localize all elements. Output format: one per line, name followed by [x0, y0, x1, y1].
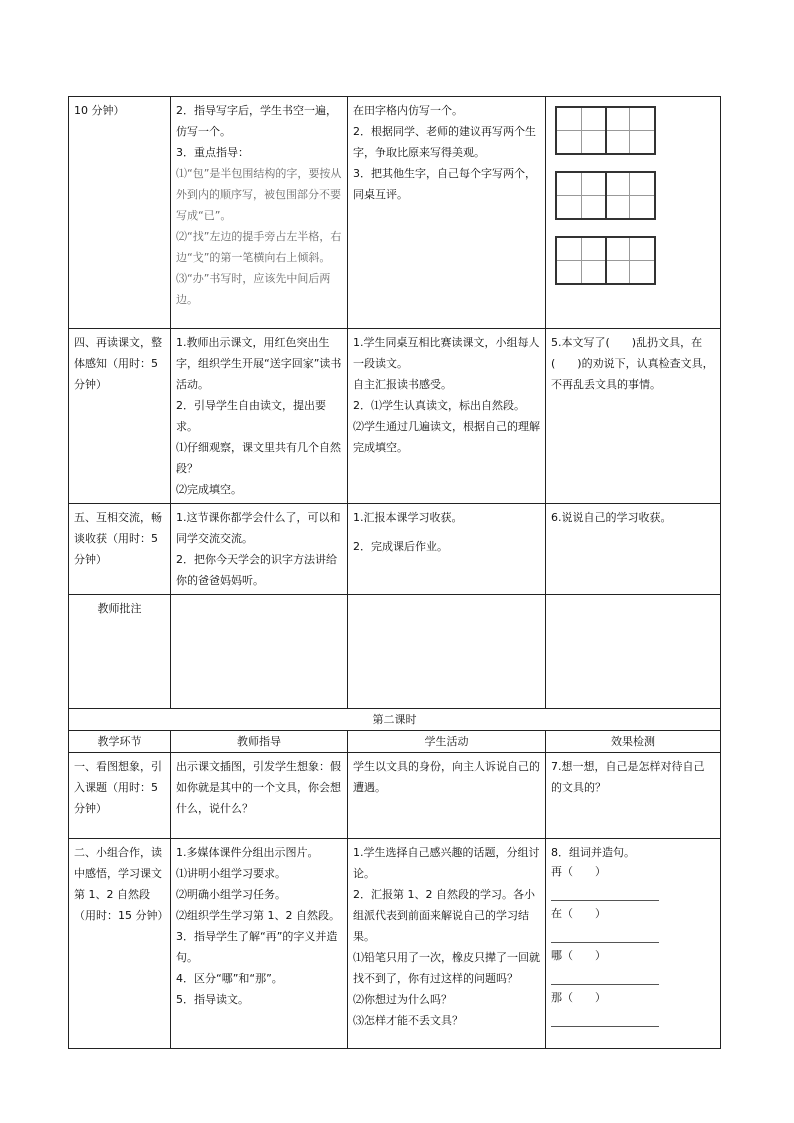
guide-line: 1.教师出示课文，用红色突出生字，组织学生开展“送字回家”读书活动。: [176, 336, 342, 391]
activity-line: 1.学生选择自己感兴趣的话题，分组讨论。: [353, 846, 540, 880]
guide-note: ⑴“包”是半包围结构的字，要按从外到内的顺序写，被包围部分不要写成“已”。: [176, 167, 342, 222]
stage-cell: [69, 839, 171, 1049]
stage-cell: [69, 329, 171, 504]
header-label: 学生活动: [424, 735, 469, 748]
tianzige-grid[interactable]: [555, 106, 656, 155]
student-activity-cell: [348, 753, 546, 839]
guide-line: 2．指导写字后，学生书空一遍，仿写一个。: [176, 104, 337, 138]
table-row: [69, 595, 721, 709]
stage-cell: [69, 504, 171, 595]
teacher-notes-cell[interactable]: [546, 595, 721, 709]
stage-label: 四、再读课文，整体感知（用时：5 分钟）: [74, 336, 162, 391]
activity-line: 学生以文具的身份，向主人诉说自己的遭遇。: [353, 760, 540, 794]
activity-line: 2．汇报第 1、2 自然段的学习。各小组派代表到前面来解说自己的学习结果。: [353, 888, 535, 943]
header-label: 教学环节: [97, 735, 142, 748]
activity-line: ⑴铅笔只用了一次，橡皮只撵了一回就找不到了，你有过这样的问题吗？: [353, 951, 540, 985]
table-row: [69, 753, 721, 839]
table-row: [69, 97, 721, 329]
word-prompt: 哪（ ）: [551, 949, 606, 962]
check-cell: [546, 504, 721, 595]
activity-line: ⑵你想过为什么吗？: [353, 993, 452, 1006]
activity-line: 在田字格内仿写一个。: [353, 104, 463, 117]
teacher-notes-cell[interactable]: [171, 595, 348, 709]
activity-line: 2．⑴学生认真读文，标出自然段。: [353, 399, 525, 412]
activity-line: ⑵学生通过几遍读文，根据自己的理解完成填空。: [353, 420, 540, 454]
table-header-row: [69, 731, 721, 753]
header-cell: [69, 731, 171, 753]
guide-line: 5．指导读文。: [176, 993, 249, 1006]
guide-line: ⑵组织学生学习第 1、2 自然段。: [176, 909, 340, 922]
activity-line: 1.学生同桌互相比赛读课文，小组每人一段读文。: [353, 336, 540, 370]
check-question: 5.本文写了( )乱扔文具，在( )的劝说下，认真检查文具，不再乱丢文具的事情。: [551, 336, 714, 391]
stage-cell: [69, 753, 171, 839]
tianzige-grid[interactable]: [555, 236, 656, 285]
table-row: [69, 839, 721, 1049]
tianzige-grid[interactable]: [555, 171, 656, 220]
guide-line: 1.这节课你都学会什么了，可以和同学交流交流。: [176, 511, 341, 545]
guide-line: ⑵明确小组学习任务。: [176, 888, 286, 901]
activity-line: ⑶怎样才能不丢文具？: [353, 1014, 463, 1027]
check-cell: [546, 753, 721, 839]
word-prompt: 在（ ）: [551, 907, 606, 920]
guide-line: 4．区分“哪”和“那”。: [176, 972, 283, 985]
check-question: 6.说说自己的学习收获。: [551, 511, 672, 524]
teacher-guide-cell: [171, 504, 348, 595]
header-cell: [171, 731, 348, 753]
word-prompt: 再（ ）: [551, 865, 606, 878]
activity-line: 自主汇报读书感受。: [353, 378, 452, 391]
guide-line: 3．重点指导：: [176, 146, 249, 159]
guide-line: 2．把你今天学会的识字方法讲给你的爸爸妈妈听。: [176, 553, 337, 587]
guide-line: 1.多媒体课件分组出示图片。: [176, 846, 319, 859]
stage-cell: [69, 97, 171, 329]
teacher-notes-cell[interactable]: [348, 595, 546, 709]
stage-label: 二、小组合作，读中感悟，学习课文第 1、2 自然段（用时：15 分钟）: [74, 846, 169, 922]
teacher-guide-cell: [171, 97, 348, 329]
check-cell: [546, 97, 721, 329]
lesson-plan-table: [68, 96, 721, 1049]
check-cell: [546, 329, 721, 504]
activity-line: 2．完成课后作业。: [353, 540, 448, 553]
section-title-cell: [69, 709, 721, 731]
table-row: [69, 709, 721, 731]
header-cell: [348, 731, 546, 753]
check-question: 7.想一想，自己是怎样对待自己的文具的？: [551, 760, 705, 794]
guide-line: 出示课文插图，引发学生想象：假如你就是其中的一个文具，你会想什么，说什么？: [176, 760, 341, 815]
table-row: [69, 504, 721, 595]
stage-label: 10 分钟）: [74, 104, 125, 117]
answer-blank[interactable]: [551, 964, 659, 985]
guide-line: 3．指导学生了解“再”的字义并造句。: [176, 930, 338, 964]
word-prompt: 那（ ）: [551, 991, 606, 1004]
header-cell: [546, 731, 721, 753]
guide-note: ⑶“办”书写时，应该先中间后两边。: [176, 272, 331, 306]
header-label: 效果检测: [611, 735, 655, 748]
check-cell: [546, 839, 721, 1049]
student-activity-cell: [348, 504, 546, 595]
activity-line: 3．把其他生字，自己每个字写两个，同桌互评。: [353, 167, 536, 201]
activity-line: 2．根据同学、老师的建议再写两个生字，争取比原来写得美观。: [353, 125, 536, 159]
student-activity-cell: [348, 97, 546, 329]
teacher-notes-label-cell: [69, 595, 171, 709]
table-row: [69, 329, 721, 504]
student-activity-cell: [348, 839, 546, 1049]
guide-line: ⑵完成填空。: [176, 483, 242, 496]
section-title: 第二课时: [372, 713, 417, 726]
answer-blank[interactable]: [551, 880, 659, 901]
teacher-guide-cell: [171, 839, 348, 1049]
teacher-guide-cell: [171, 329, 348, 504]
header-label: 教师指导: [237, 735, 281, 748]
stage-label: 五、互相交流，畅谈收获（用时：5 分钟）: [74, 511, 162, 566]
teacher-notes-label: 教师批注: [97, 602, 142, 615]
guide-line: 2．引导学生自由读文，提出要求。: [176, 399, 326, 433]
stage-label: 一、看图想象，引入课题（用时：5 分钟）: [74, 760, 162, 815]
guide-line: ⑴仔细观察，课文里共有几个自然段？: [176, 441, 341, 475]
guide-note: ⑵“找”左边的提手旁占左半格，右边“戈”的第一笔横向右上倾斜。: [176, 230, 342, 264]
answer-blank[interactable]: [551, 1006, 659, 1027]
answer-blank[interactable]: [551, 922, 659, 943]
student-activity-cell: [348, 329, 546, 504]
teacher-guide-cell: [171, 753, 348, 839]
guide-line: ⑴讲明小组学习要求。: [176, 867, 286, 880]
activity-line: 1.汇报本课学习收获。: [353, 511, 463, 524]
check-question: 8．组词并造句。: [551, 846, 635, 859]
